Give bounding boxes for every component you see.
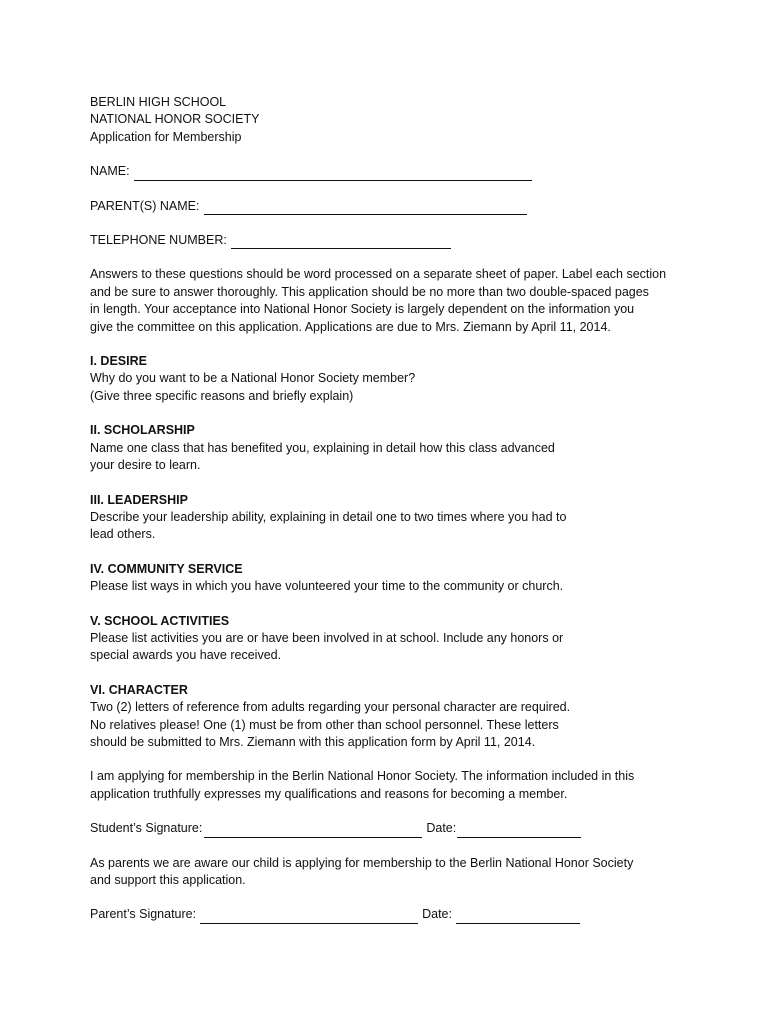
parents-field-row [90,198,690,215]
section-line: Describe your leadership ability, explaining in detail one to two times where you had to [90,509,567,524]
parents-name-label: PARENT(S) NAME: [90,198,200,213]
section-community-service [90,561,690,596]
parents-name-blank[interactable] [204,201,527,215]
phone-field-row [90,232,690,249]
student-signature-blank[interactable] [204,824,422,838]
section-line: Please list activities you are or have been involved in at school. Include any honors or [90,630,564,645]
telephone-blank[interactable] [231,235,451,249]
section-line: No relatives please! One (1) must be from other than school personnel. These letters [90,717,559,732]
section-character [90,682,690,752]
parent-signature-row [90,906,690,923]
form-header [90,94,690,146]
parent-signature-label: Parent’s Signature: [90,907,197,922]
applicant-statement [90,768,690,803]
section-line: (Give three specific reasons and briefly explain) [90,388,354,403]
form-title: Application for Membership [90,129,242,144]
section-leadership [90,492,690,544]
section-title: II. SCHOLARSHIP [90,423,195,438]
intro-paragraph [90,266,690,336]
name-label: NAME: [90,164,130,179]
telephone-label: TELEPHONE NUMBER: [90,233,227,248]
section-desire [90,353,690,405]
section-school-activities [90,613,690,665]
section-title: VI. CHARACTER [90,682,188,697]
name-blank[interactable] [134,167,532,181]
section-title: V. SCHOOL ACTIVITIES [90,613,230,628]
section-line: Why do you want to be a National Honor Society member? [90,371,416,386]
section-line: Please list ways in which you have volunteered your time to the community or church. [90,579,564,594]
intro-line: and be sure to answer thoroughly. This application should be no more than two double-spaced pages [90,284,649,299]
section-line: your desire to learn. [90,458,201,473]
parent-signature-blank[interactable] [200,910,418,924]
section-line: special awards you have received. [90,648,282,663]
parent-statement-line: As parents we are aware our child is applying for membership to the Berlin National Honor Society [90,855,634,870]
statement-line: I am applying for membership in the Berlin National Honor Society. The information included in this [90,769,635,784]
section-line: lead others. [90,527,156,542]
student-date-label: Date: [426,821,457,836]
section-title: IV. COMMUNITY SERVICE [90,561,243,576]
intro-line: Answers to these questions should be word processed on a separate sheet of paper. Label each section [90,267,667,282]
section-scholarship [90,422,690,474]
application-form [90,94,690,924]
parent-date-blank[interactable] [456,910,580,924]
section-line: Two (2) letters of reference from adults regarding your personal character are required. [90,700,571,715]
parent-statement [90,855,690,890]
section-title: I. DESIRE [90,354,147,369]
section-title: III. LEADERSHIP [90,492,188,507]
statement-line: application truthfully expresses my qualifications and reasons for becoming a member. [90,786,568,801]
school-name: BERLIN HIGH SCHOOL [90,95,227,109]
name-field-row [90,163,690,180]
student-signature-label: Student’s Signature: [90,821,203,836]
intro-line: in length. Your acceptance into National Honor Society is largely dependent on the information you [90,302,635,317]
section-line: should be submitted to Mrs. Ziemann with this application form by April 11, 2014. [90,734,536,749]
intro-line: give the committee on this application. Applications are due to Mrs. Ziemann by April 11, 2014. [90,319,611,334]
student-date-blank[interactable] [457,824,581,838]
society-name: NATIONAL HONOR SOCIETY [90,112,260,127]
parent-statement-line: and support this application. [90,873,246,887]
section-line: Name one class that has benefited you, explaining in detail how this class advanced [90,440,555,455]
student-signature-row [90,820,690,837]
parent-date-label: Date: [422,907,452,922]
